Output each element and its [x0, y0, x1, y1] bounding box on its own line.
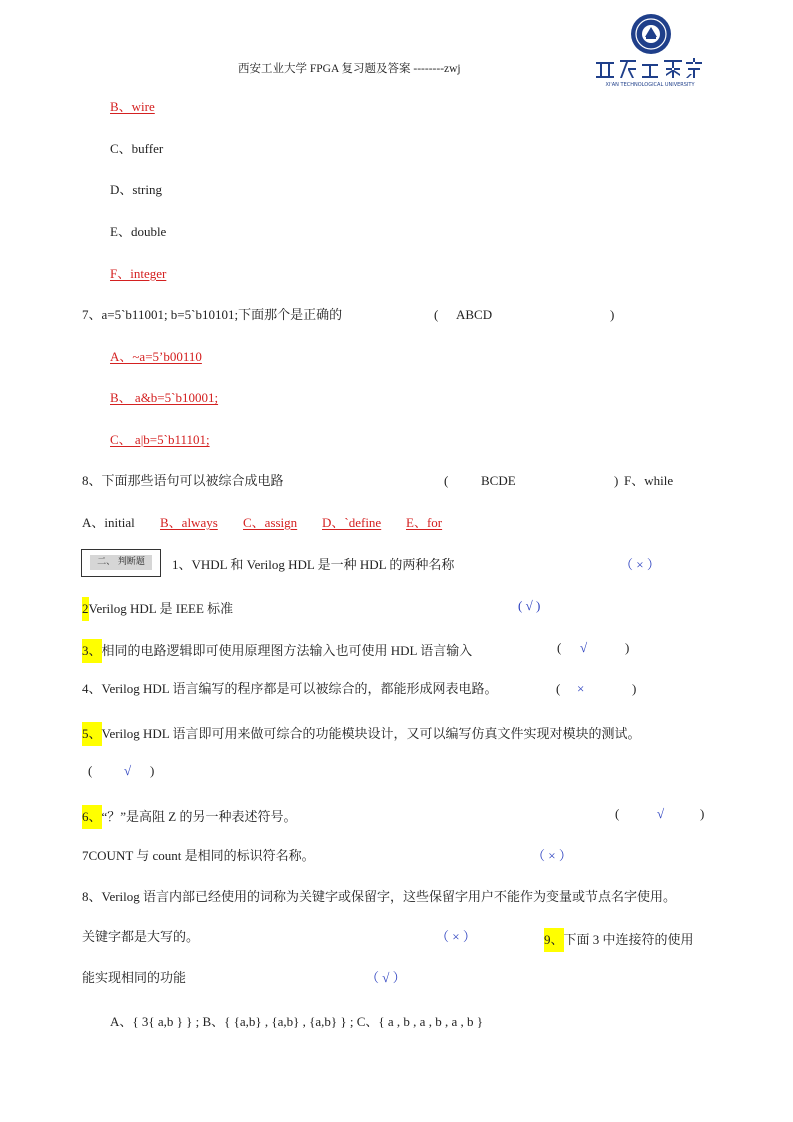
judge-4-text: 4、Verilog HDL 语言编写的程序都是可以被综合的，都能形成网表电路。	[82, 681, 498, 696]
q8-question: 8、下面那些语句可以被综合成电路	[82, 473, 284, 488]
judge-3-text: 相同的电路逻辑即可使用原理图方法输入也可使用 HDL 语言输入	[101, 643, 473, 658]
q8-option-e: E、for	[406, 515, 443, 530]
q7-option-c: C、 a|b=5`b11101;	[110, 432, 210, 447]
judge-3-paren-close: )	[625, 640, 630, 655]
section-label: 二、 判断题	[90, 555, 152, 570]
q6-option-f: F、integer	[110, 266, 167, 281]
judge-1-answer: （ × ）	[620, 557, 660, 572]
judge-8-line2: 关键字都是大写的。	[82, 929, 200, 944]
judge-6-answer: √	[657, 806, 665, 821]
q6-option-d: D、string	[110, 182, 163, 197]
q6-option-b: B、wire	[110, 99, 155, 114]
judge-9-text-a: 下面 3 中连接符的使用	[563, 932, 694, 947]
q8-option-b: B、always	[160, 515, 218, 530]
judge-5-answer: √	[124, 763, 132, 778]
judge-7-text: 7COUNT 与 count 是相同的标识符名称。	[82, 848, 315, 863]
judge-9-text-b: 能实现相同的功能	[82, 970, 187, 985]
judge-1-text: 1、VHDL 和 Verilog HDL 是一种 HDL 的两种名称	[172, 557, 455, 572]
judge-6-paren-open: (	[615, 806, 620, 821]
q7-answer: ABCD	[456, 307, 493, 322]
judge-9-row	[544, 928, 694, 952]
judge-5-paren-close: )	[150, 763, 155, 778]
judge-6-text: “？”是高阻 Z 的另一种表述符号。	[101, 809, 297, 824]
university-logo	[588, 12, 708, 88]
judge-5-row	[82, 722, 641, 746]
judge-8-answer: （ × ）	[436, 929, 476, 944]
university-seal-icon	[588, 12, 708, 88]
judge-2-row	[82, 597, 233, 621]
q8-option-f: F、while	[624, 473, 674, 488]
judge-9-answer: （ √ ）	[366, 970, 406, 985]
q8-option-d: D、`define	[322, 515, 382, 530]
q8-option-a: A、initial	[82, 515, 135, 530]
judge-3-answer: √	[580, 640, 588, 655]
q8-paren-open: (	[444, 473, 449, 488]
q7-option-b: B、 a&b=5`b10001;	[110, 390, 219, 405]
judge-3-paren-open: (	[557, 640, 562, 655]
judge-2-answer: ( √ )	[518, 598, 541, 613]
judge-2-number: 2	[82, 597, 89, 621]
judge-5-text: Verilog HDL 语言即可用来做可综合的功能模块设计，又可以编写仿真文件实现对模块的测试。	[101, 726, 641, 741]
judge-5-number: 5、	[82, 722, 102, 746]
q8-answer: BCDE	[481, 473, 516, 488]
judge-6-number: 6、	[82, 805, 102, 829]
q7-option-a: A、~a=5’b00110	[110, 349, 202, 364]
judge-8-line1: 8、Verilog 语言内部已经使用的词称为关键字或保留字，这些保留字用户不能作为变量或节点名字使用。	[82, 889, 677, 904]
judge-7-answer: （ × ）	[532, 848, 572, 863]
judge-5-paren-open: (	[88, 763, 93, 778]
q6-option-c: C、buffer	[110, 141, 164, 156]
judge-9-number: 9、	[544, 928, 564, 952]
q7-question: 7、a=5`b11001; b=5`b10101;下面那个是正确的	[82, 307, 343, 322]
q8-option-c: C、assign	[243, 515, 298, 530]
q7-paren-close: )	[610, 307, 615, 322]
header-title: 西安工业大学 FPGA 复习题及答案 --------zwj	[238, 63, 461, 75]
q7-paren-open: (	[434, 307, 439, 322]
section-label-box	[81, 549, 161, 577]
judge-9-options: A、{ 3{ a,b } } ; B、{ {a,b} , {a,b} , {a,b} } ; C、{ a , b , a , b , a , b }	[110, 1014, 483, 1029]
q8-paren-close: )	[614, 473, 619, 488]
judge-6-paren-close: )	[700, 806, 705, 821]
q6-option-e: E、double	[110, 224, 167, 239]
judge-4-paren-close: )	[632, 681, 637, 696]
judge-6-row	[82, 805, 297, 829]
judge-4-answer: ×	[577, 681, 585, 696]
judge-2-text: Verilog HDL 是 IEEE 标准	[88, 601, 234, 616]
judge-3-number: 3、	[82, 639, 102, 663]
judge-4-paren-open: (	[556, 681, 561, 696]
logo-subtext: XI'AN TECHNOLOGICAL UNIVERSITY	[605, 82, 695, 88]
judge-3-row	[82, 639, 472, 663]
